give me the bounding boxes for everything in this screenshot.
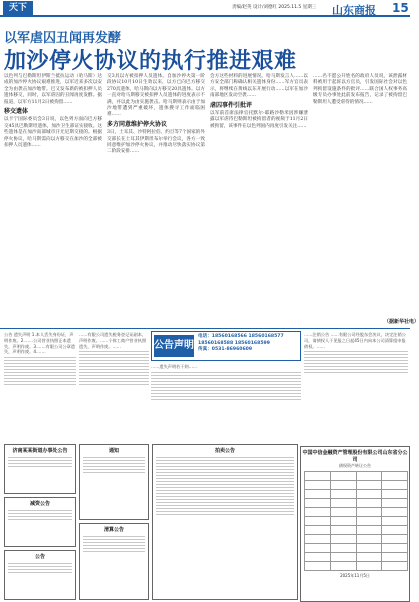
phone-line: 传真：0531-86960609 <box>198 347 253 353</box>
phone-line: 电话：18560168566 18560168577 <box>198 334 284 339</box>
main-headline: 加沙停火协议的执行推进艰难 <box>4 48 297 74</box>
ad-text: ……遗失声明若干则…… <box>151 364 198 369</box>
ad-column-left <box>4 332 76 440</box>
asset-table <box>304 471 408 571</box>
ad-text: ……有限公司遗失税务登记证副本，声明作废。……个体工商户营业执照遗失，声明作废。…… <box>79 332 147 349</box>
notice-title: 通知 <box>108 448 119 454</box>
body-text: 3日，土耳其、沙特阿拉伯、约旦等7个国家的外交部长在土耳其伊斯坦布尔举行会议，各方一致同意维护加沙停火协议，并推动尽快落实协议第二阶段安排…… <box>107 130 205 155</box>
body-text: 交3具以方被扣押人员遗体。自加沙停火第一阶段协议10月10日生效以来，以方已向巴方移交270具遗体，哈马斯向以方移交20具遗体。以方一直对哈马斯移交被扣押人员遗体的进度表示不满，并以此为由实施袭击。哈马斯则表示由于加沙地带遭到严重破坏，遗体搜寻工作面临困难…… <box>107 74 205 118</box>
article-column-4 <box>313 74 407 314</box>
subhead-transfer-remains: 移交遗体 <box>4 108 29 116</box>
notice-box <box>4 497 76 547</box>
newspaper-brand: 山东商报 <box>332 4 376 17</box>
body-text: ……名不愿公开姓名的政府人员说，该泄露材料被用于起诉以方官员，引发国际社会对以色列拘留设施条件的批评……联合国人权事务高级专员办事处此前发布报告，记录了被拘留巴勒斯坦人遭受虐待的情况…… <box>313 74 407 105</box>
notice-box <box>79 444 149 520</box>
section-tab: 天下 <box>3 1 33 15</box>
phone-line: 18560168588 18560168599 <box>198 340 270 346</box>
page-number: 15 <box>392 1 409 15</box>
notice-phone-numbers <box>198 334 284 354</box>
subhead-ceasefire: 多方同意维护停火协议 <box>107 120 168 128</box>
notice-subtitle: 债权资产转让公告 <box>339 463 371 468</box>
ad-column-mid-left <box>79 332 149 440</box>
subhead-abuse-scandal: 虐囚事件引批评 <box>210 101 253 109</box>
notice-date: 2025年11月5日 <box>340 573 370 578</box>
notice-logo: 公告声明 <box>154 335 194 357</box>
ad-column-right <box>304 332 408 440</box>
page-header <box>0 0 410 17</box>
notice-box <box>152 444 298 600</box>
notice-phone-banner <box>151 331 301 361</box>
notice-title: 减资公告 <box>29 501 50 507</box>
ad-text: ……注销公告 ……有限公司经股东会决议，决定注销公司，请债权人于见报之日起45日内向本公司清算组申报债权。…… <box>304 332 406 349</box>
notice-title: 中国中信金融资产管理股份有限公司山东省分公司 <box>302 450 408 463</box>
notice-box <box>4 550 76 600</box>
notice-title: 拍卖公告 <box>214 448 235 454</box>
notice-title: 清算公告 <box>103 527 124 533</box>
notice-box <box>4 444 76 494</box>
ad-text: 公告 遗失声明 1.本人丢失身份证，声明作废。2.……公司营业执照正本遗失，声明作废。3.……有限公司公章遗失，声明作废。4.…… <box>4 332 75 355</box>
notice-box <box>79 523 149 600</box>
lead-paragraph: 以色列与巴勒斯坦伊斯兰抵抗运动（哈马斯）达成的加沙停火协议艰难推进，以军近来多次以安全为由袭击加沙地带。巴又发布新的被扣押人员遗体移交，同时，以军虐囚的丑闻再度发酵。据报道，以军方11月2日被拘留…… <box>4 74 102 105</box>
article-column-1 <box>4 74 102 322</box>
article-byline: （据新华社电） <box>384 319 419 325</box>
notice-title: 公告 <box>34 554 45 560</box>
body-text: 以卡宁国际委员会3日说，以色列方面向巴方移交45具巴勒斯坦遗体，加沙卫生部证实接收。这些遗体是在加沙南部城市汗尤尼斯交接的。根据停火协议，哈马斯需向以方移交在加沙的全部被扣押人员遗体…… <box>4 117 102 149</box>
notice-title: 济南某某街道办事处公告 <box>12 448 68 454</box>
header-meta: 责编/赵英 设计/刘德红 2025.11.5 星期三 <box>232 5 317 10</box>
asset-transfer-notice <box>300 446 410 602</box>
body-text: 以军前首席法律官托默尔-耶路沙勒米因涉嫌泄露以军虐待巴勒斯坦被拘留者的视频于11月2日被拘留，该事件在以色列国内再度引发关注…… <box>210 111 308 129</box>
article-column-2 <box>107 74 205 322</box>
headline-kicker: 以军虐囚丑闻再发酵 <box>4 31 122 46</box>
ads-divider <box>0 328 410 329</box>
ad-column-mid <box>151 364 301 440</box>
body-text: 会方这些材料的进展情况。哈马斯发言人……以方安全部门称确认相关遗体身份……军方官员表示，将继续在黄线以东开展行动……以军在加沙南部地区发动空袭…… <box>210 74 308 99</box>
article-column-3 <box>210 74 308 322</box>
